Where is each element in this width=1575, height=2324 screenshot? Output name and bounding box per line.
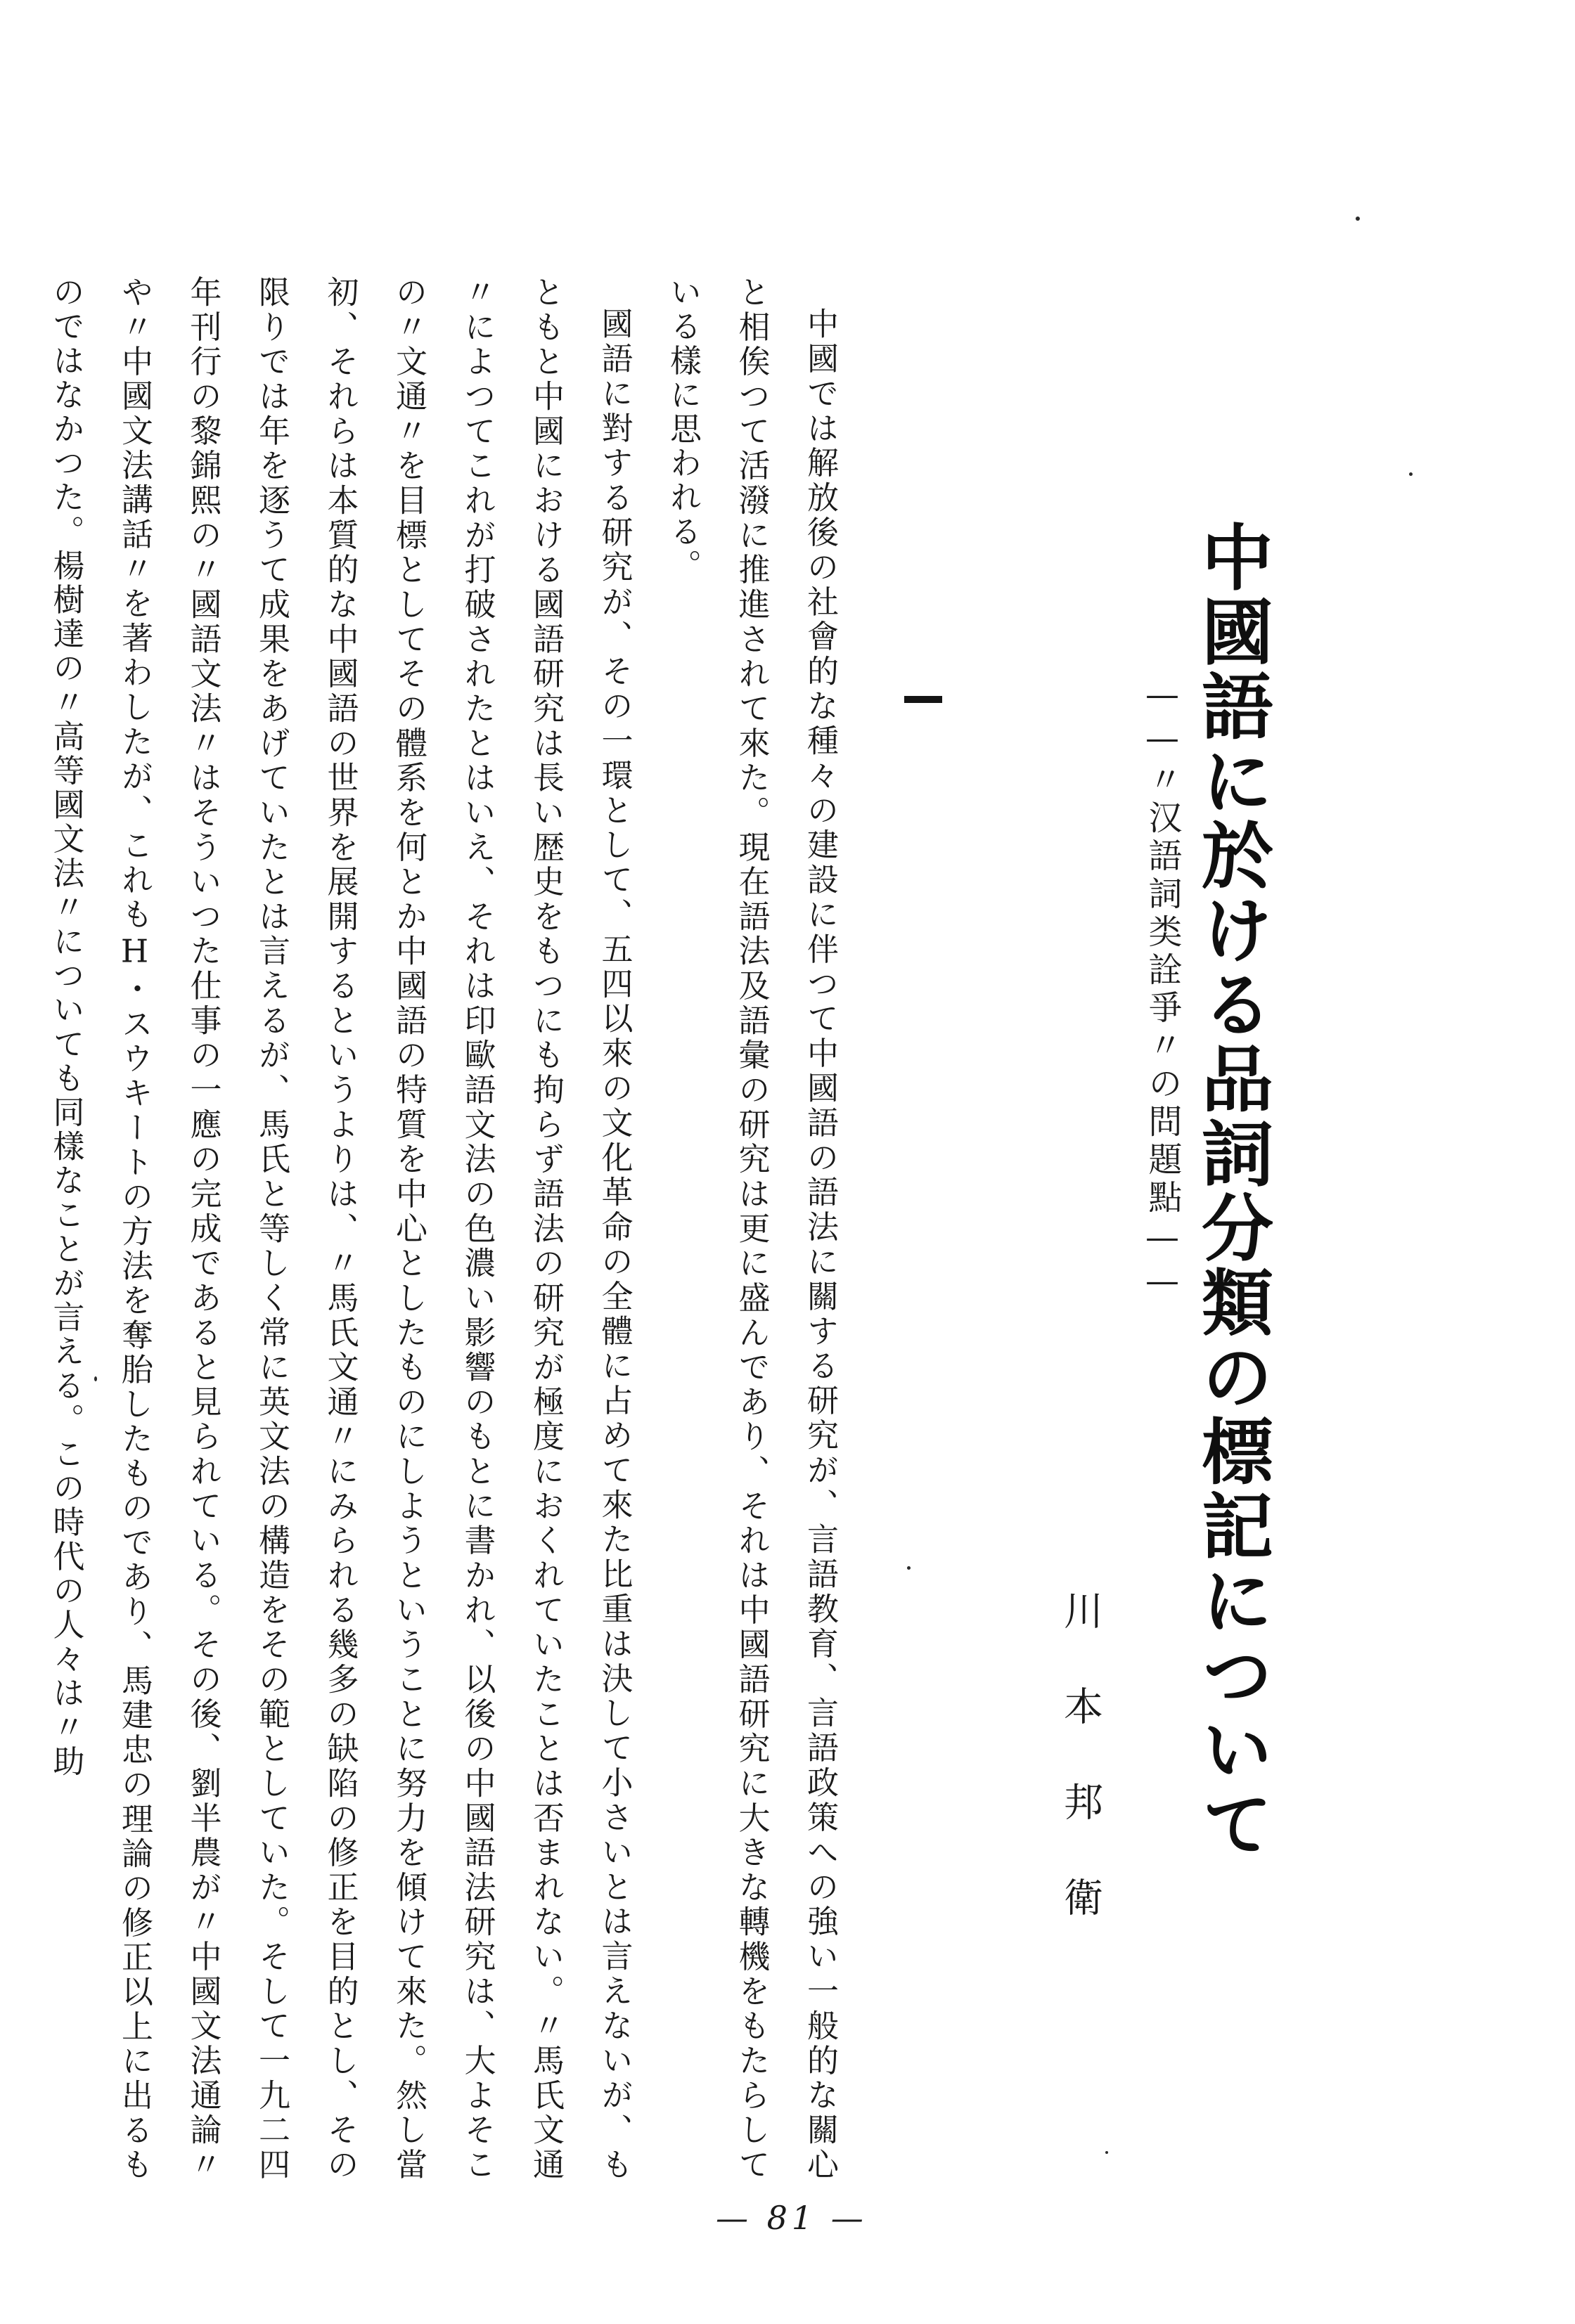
scan-speck [1409,472,1413,476]
paragraph: 國語に對する研究が、その一環として、五四以來の文化革命の全體に占めて來た比重は決して小さいとは言えないが、もともと中國における國語研究は長い歴史をもつにも拘らず語法の研究が極度におくれていたことは否まれない。〃馬氏文通〃によつてこれが打破されたとはいえ、それは印歐語文法の色濃い影響のもとに書かれ、以後の中國語法研究は、大よそこの〃文通〃を目標としてその體系を何とか中國語の特質を中心としたものにしようということに努力を傾けて來た。然し當初、それらは本質的な中國語の世界を展開するというよりは、〃馬氏文通〃にみられる幾多の缺陷の修正を目的とし、その限りでは年を逐うて成果をあげていたとは言えるが、馬氏と等しく常に英文法の構造をその範としていた。そして一九二四年刊行の黎錦熙の〃國語文法〃はそういつた仕事の一應の完成であると見られている。その後、劉半農が〃中國文法通論〃や〃中國文法講話〃を著わしたが、これもH・スウキートの方法を奪胎したものであり、馬建忠の理論の修正以上に出るものではなかつた。楊樹達の〃高等國文法〃についても同樣なことが言える。この時代の人々は〃助 [47,276,634,2182]
scan-speck [94,1376,97,1381]
paragraph: 中國では解放後の社會的な種々の建設に伴つて中國語の語法に關する研究が、言語教育、言語政策への強い一般的な關心と相俟つて活潑に推進されて來た。現在語法及語彙の研究は更に盛んであり、それは中國語研究に大きな轉機をもたらしている樣に思われる。 [664,276,839,2182]
scan-speck [907,1566,911,1570]
article-title: 中國語に於ける品詞分類の標記について [1190,520,1273,1861]
page-number: — 81 — [716,2199,868,2237]
article-subtitle: ——〃汉語詞类詮爭〃の問題點—— [1143,675,1182,1305]
scan-speck [1356,217,1360,221]
article-author: 川本邦衛 [1058,1590,1103,1973]
scan-speck [1105,2151,1108,2154]
body-text [32,276,854,2182]
section-number [904,696,942,703]
